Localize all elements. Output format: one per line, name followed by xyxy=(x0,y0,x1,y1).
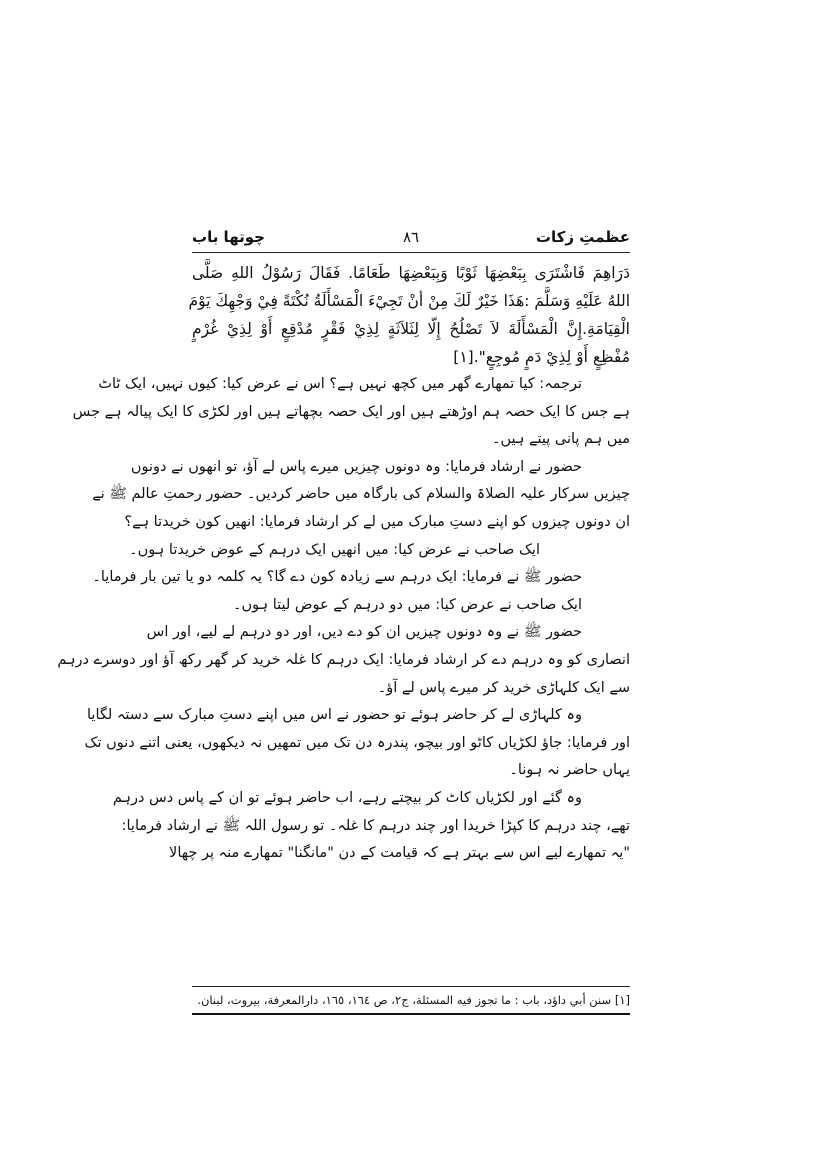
urdu-text-line: ان دونوں چیزوں کو اپنے دستِ مبارک میں لے کر ارشاد فرمایا: انھیں کون خریدتا ہے؟ xyxy=(124,513,630,530)
urdu-text-line: حضور ﷺ نے فرمایا: ایک درہم سے زیادہ کون دے گا؟ یہ کلمہ دو یا تین بار فرمایا۔ xyxy=(92,569,582,586)
book-title: عظمتِ زکات xyxy=(535,228,630,246)
urdu-text-line: اور فرمایا: جاؤ لکڑیاں کاٹو اور بیچو، پندرہ دن تک میں تمھیں نہ دیکھوں، یعنی اتنے دنوں تک xyxy=(84,734,630,751)
header-rule xyxy=(192,252,630,253)
urdu-text-line: وہ گئے اور لکڑیاں کاٹ کر بیچتے رہے، اب حاضر ہوئے تو ان کے پاس دس درہم xyxy=(112,789,582,806)
arabic-text-line: دَرَاهِمَ فَاشْتَرَى بِبَعْضِهَا ثَوْبًا وَبِبَعْضِهَا طَعَامًا. فَقَالَ رَسُوْلُ اللهِ صَلَّى xyxy=(192,264,630,282)
urdu-text-line: چیزیں سرکار علیہ الصلاۃ والسلام کی بارگاہ میں حاضر کردیں۔ حضور رحمتِ عالم ﷺ نے xyxy=(92,486,630,503)
arabic-text-line: الْقِيَامَةِ.إِنَّ الْمَسْأَلَةَ لاَ تَصْلُحُ إِلّا لِثَلاَثَةٍ لِذِيْ فَقْرٍ مُدْقِعٍ أَوْ لِذِيْ غُرْمٍ xyxy=(192,320,630,338)
urdu-text-line: سے ایک کلہاڑی خرید کر میرے پاس لے آؤ۔ xyxy=(377,679,630,696)
urdu-text-line: وہ کلہاڑی لے کر حاضر ہوئے تو حضور نے اس میں اپنے دستِ مبارک سے دستہ لگایا xyxy=(87,707,582,724)
urdu-text-line: "یہ تمھارے لیے اس سے بہتر ہے کہ قیامت کے دن "مانگنا" تمھارے منہ پر چھالا xyxy=(169,845,630,862)
arabic-text-line: مُفْظِعٍ أَوْ لِذِيْ دَمٍ مُوجِعٍ".[١] xyxy=(453,348,630,366)
urdu-text-line: تھے، چند درہم کا کپڑا خریدا اور چند درہم کا غلہ۔ تو رسول اللہ ﷺ نے ارشاد فرمایا: xyxy=(121,817,630,834)
body-text xyxy=(57,259,630,868)
urdu-text-line: حضور ﷺ نے وہ دونوں چیزیں ان کو دے دیں، اور دو درہم لے لیے، اور اس xyxy=(146,624,582,641)
urdu-text-line: حضور نے ارشاد فرمایا: وہ دونوں چیزیں میرے پاس لے آؤ، تو انھوں نے دونوں xyxy=(130,458,582,475)
urdu-text-line: ترجمہ: کیا تمھارے گھر میں کچھ نہیں ہے؟ اس نے عرض کیا: کیوں نہیں، ایک ٹاٹ xyxy=(98,376,582,392)
document-page xyxy=(57,228,630,868)
arabic-text-line: اللهُ عَلَيْهِ وَسَلَّمَ :هَذَا خَيْرٌ لَكَ مِنْ أنْ تَجِيْءَ الْمَسْأَلَةُ نُكْتَةً فِيْ وَجْهِكَ يَوْمَ xyxy=(188,292,630,310)
urdu-text-line: میں ہم پانی پیتے ہیں۔ xyxy=(491,431,630,448)
urdu-text-line: ہے جس کا ایک حصہ ہم اوڑھتے ہیں اور ایک حصہ بچھاتے ہیں اور لکڑی کا ایک پیالہ ہے جس xyxy=(72,403,630,420)
footnote-area xyxy=(192,986,630,1015)
bottom-rule xyxy=(192,1013,630,1015)
running-header xyxy=(192,228,630,250)
footnote: [١] سنن أبي داؤد، باب : ما تجوز فيه المسئلة، ج٢، ص ١٦٤، ١٦٥، دارالمعرفة، بيروت، لبنان. xyxy=(197,993,630,1007)
urdu-text-line: انصاری کو وہ درہم دے کر ارشاد فرمایا: ایک درہم کا غلہ خرید کر گھر رکھ آؤ اور دوسرے درہم xyxy=(57,651,630,668)
chapter-title: چوتھا باب xyxy=(192,228,265,246)
urdu-text-line: یہاں حاضر نہ ہونا۔ xyxy=(509,762,630,779)
urdu-text-line: ایک صاحب نے عرض کیا: میں دو درہم کے عوض لیتا ہوں۔ xyxy=(232,596,582,613)
urdu-text-line: ایک صاحب نے عرض کیا: میں انھیں ایک درہم کے عوض خریدتا ہوں۔ xyxy=(129,541,540,558)
page-number: ٨٦ xyxy=(402,228,420,246)
